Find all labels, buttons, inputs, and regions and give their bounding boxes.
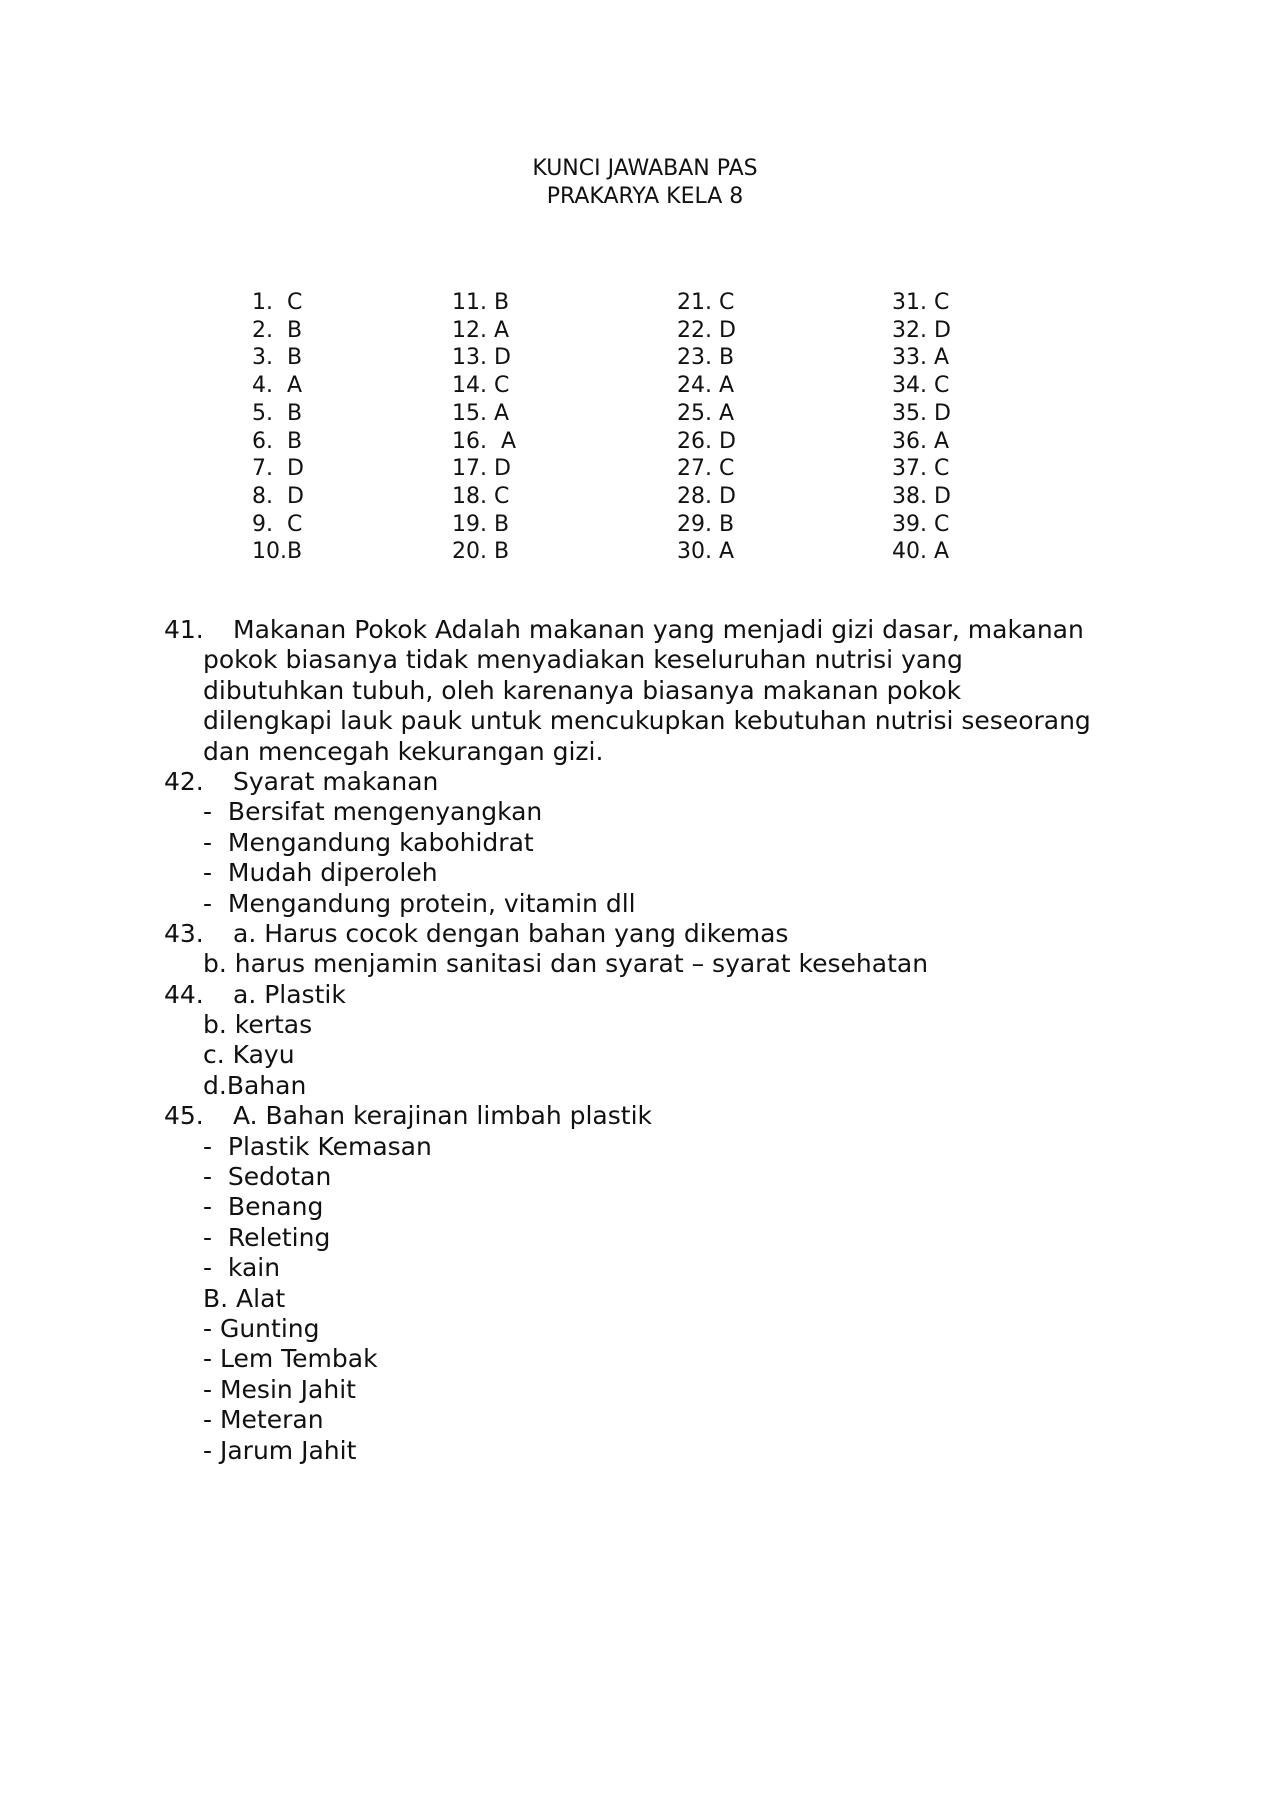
answer-text: B. Alat <box>203 1283 286 1313</box>
answer-column <box>892 289 951 566</box>
answer-item: 12. A <box>452 317 510 343</box>
answer-item: 7. D <box>252 456 304 482</box>
answer-item: 31. C <box>892 290 950 315</box>
answer-text: - Mudah diperoleh <box>203 858 438 888</box>
answer-text: - Mengandung kabohidrat <box>203 827 534 857</box>
answer-text: - Benang <box>203 1192 324 1222</box>
answer-item: 22. D <box>677 317 736 343</box>
essay-line <box>0 1436 1280 1466</box>
answer-column <box>677 289 736 566</box>
answer-item: 39. C <box>892 511 950 537</box>
essay-line <box>0 919 1280 949</box>
essay-line <box>0 889 1280 919</box>
essay-line <box>0 737 1280 767</box>
answer-item: 33. A <box>892 345 950 371</box>
answer-text: - Releting <box>203 1222 331 1252</box>
essay-line <box>0 1101 1280 1131</box>
answer-text: a. Plastik <box>233 979 346 1009</box>
answer-item: 27. C <box>677 456 735 482</box>
essay-line <box>0 858 1280 888</box>
answer-item: 23. B <box>677 345 735 371</box>
answer-item: 17. D <box>452 456 511 482</box>
essay-line <box>0 1010 1280 1040</box>
essay-line <box>0 767 1280 797</box>
answer-item: 1. C <box>252 290 303 315</box>
answer-item: 18. C <box>452 483 510 509</box>
answer-item: 34. C <box>892 373 950 399</box>
answer-text: dibutuhkan tubuh, oleh karenanya biasanya makanan pokok <box>203 675 962 705</box>
question-number: 41. <box>164 615 204 644</box>
essay-line <box>0 828 1280 858</box>
essay-line <box>0 1314 1280 1344</box>
document-title <box>0 155 1280 211</box>
answer-item: 14. C <box>452 373 510 399</box>
essay-line <box>0 1132 1280 1162</box>
answer-text: - Jarum Jahit <box>203 1435 357 1465</box>
answer-item: 28. D <box>677 483 736 509</box>
answer-text: A. Bahan kerajinan limbah plastik <box>233 1101 653 1131</box>
answer-text: - Plastik Kemasan <box>203 1131 432 1161</box>
answer-item: 21. C <box>677 290 735 315</box>
question-number: 43. <box>164 918 204 948</box>
title-line-1: KUNCI JAWABAN PAS <box>532 156 758 181</box>
answer-text: a. Harus cocok dengan bahan yang dikemas <box>233 918 789 948</box>
essay-line <box>0 645 1280 675</box>
essay-line <box>0 1375 1280 1405</box>
answer-item: 24. A <box>677 373 735 399</box>
title-line-2: PRAKARYA KELA 8 <box>546 184 744 209</box>
answer-text: Syarat makanan <box>233 766 439 796</box>
essay-line <box>0 949 1280 979</box>
question-number: 42. <box>164 766 204 796</box>
essay-line <box>0 1344 1280 1374</box>
essay-answers <box>0 615 1280 1466</box>
question-number: 45. <box>164 1101 204 1131</box>
question-number: 44. <box>164 979 204 1009</box>
answer-item: 38. D <box>892 483 951 509</box>
essay-line <box>0 615 1280 645</box>
answer-item: 36. A <box>892 428 950 454</box>
answer-item: 15. A <box>452 400 510 426</box>
answer-item: 13. D <box>452 345 511 371</box>
essay-line <box>0 1192 1280 1222</box>
essay-line <box>0 1071 1280 1101</box>
answer-text: - Gunting <box>203 1313 320 1343</box>
answer-item: 20. B <box>452 539 510 565</box>
answer-text: dan mencegah kekurangan gizi. <box>203 736 604 766</box>
answer-text: - Bersifat mengenyangkan <box>203 797 543 827</box>
answer-item: 8. D <box>252 483 304 509</box>
answer-item: 16. A <box>452 428 517 454</box>
answer-column <box>252 289 304 566</box>
answer-item: 11. B <box>452 290 510 315</box>
answer-item: 35. D <box>892 400 951 426</box>
essay-line <box>0 797 1280 827</box>
essay-line <box>0 1284 1280 1314</box>
essay-line <box>0 706 1280 736</box>
answer-item: 29. B <box>677 511 735 537</box>
answer-text: - Mesin Jahit <box>203 1374 356 1404</box>
answer-item: 19. B <box>452 511 510 537</box>
answer-item: 30. A <box>677 539 735 565</box>
answer-text: dilengkapi lauk pauk untuk mencukupkan kebutuhan nutrisi seseorang <box>203 706 1091 736</box>
answer-item: 4. A <box>252 373 303 399</box>
answer-item: 10.B <box>252 539 303 565</box>
answer-text: - Meteran <box>203 1405 324 1435</box>
essay-line <box>0 1405 1280 1435</box>
answer-text: - Mengandung protein, vitamin dll <box>203 888 636 918</box>
answer-text: c. Kayu <box>203 1040 295 1070</box>
answer-text: b. kertas <box>203 1010 313 1040</box>
answer-item: 2. B <box>252 317 303 343</box>
answer-item: 26. D <box>677 428 736 454</box>
essay-line <box>0 1223 1280 1253</box>
answer-item: 6. B <box>252 428 303 454</box>
essay-line <box>0 1040 1280 1070</box>
answer-text: d.Bahan <box>203 1070 307 1100</box>
answer-item: 9. C <box>252 511 303 537</box>
answer-item: 25. A <box>677 400 735 426</box>
answer-text: Makanan Pokok Adalah makanan yang menjadi gizi dasar, makanan <box>233 615 1084 644</box>
essay-line <box>0 676 1280 706</box>
answer-text: - kain <box>203 1253 281 1283</box>
essay-line <box>0 1253 1280 1283</box>
answer-item: 37. C <box>892 456 950 482</box>
answer-column <box>452 289 516 566</box>
essay-line <box>0 980 1280 1010</box>
answer-text: - Lem Tembak <box>203 1344 378 1374</box>
answer-item: 5. B <box>252 400 303 426</box>
answer-text: pokok biasanya tidak menyadiakan keseluruhan nutrisi yang <box>203 645 963 675</box>
answer-text: - Sedotan <box>203 1162 332 1192</box>
answer-text: b. harus menjamin sanitasi dan syarat – syarat kesehatan <box>203 949 929 979</box>
essay-line <box>0 1162 1280 1192</box>
answer-item: 3. B <box>252 345 303 371</box>
answer-item: 40. A <box>892 539 950 565</box>
answer-item: 32. D <box>892 317 951 343</box>
